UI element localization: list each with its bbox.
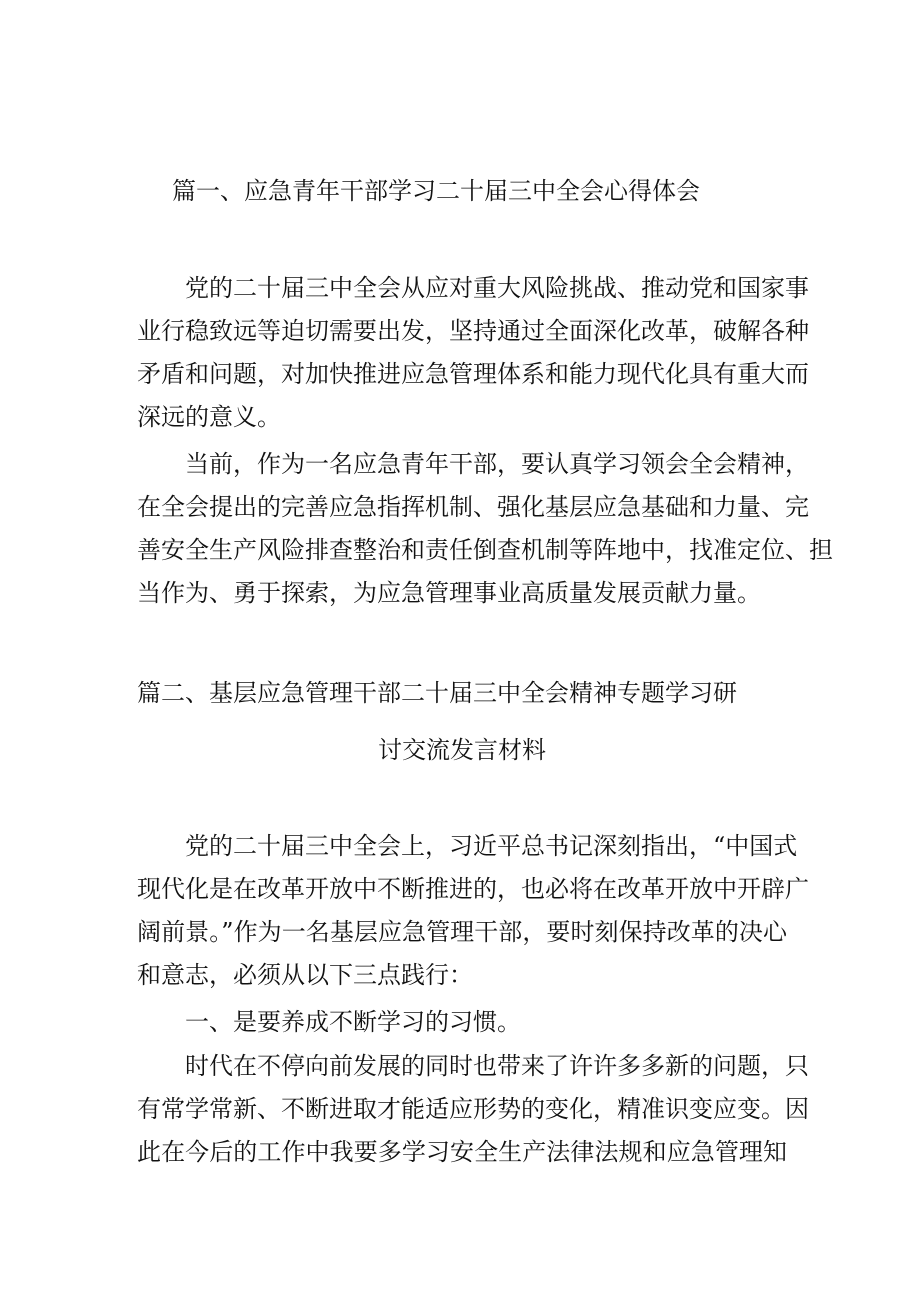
section1-p1-line1: 党的二十届三中全会从应对重大风险挑战、推动党和国家事 [185, 274, 809, 302]
point1-line2: 有常学常新、不断进取才能适应形势的变化，精准识变应变。因 [137, 1095, 809, 1123]
section1-p1-line2: 业行稳致远等迫切需要出发，坚持通过全面深化改革，破解各种 [137, 317, 809, 345]
point1-heading: 一、是要养成不断学习的习惯。 [185, 1008, 521, 1036]
section1-p1-line3: 矛盾和问题，对加快推进应急管理体系和能力现代化具有重大而 [137, 360, 809, 388]
section2-intro-line2: 现代化是在改革开放中不断推进的，也必将在改革开放中开辟广 [137, 875, 809, 903]
section2-title-line2: 讨交流发言材料 [378, 736, 546, 764]
section1-p2-line3: 善安全生产风险排查整治和责任倒查机制等阵地中，找准定位、担 [137, 536, 833, 564]
section2-intro-line1: 党的二十届三中全会上，习近平总书记深刻指出，“中国式 [185, 832, 798, 860]
section1-p2-line1: 当前，作为一名应急青年干部，要认真学习领会全会精神， [185, 450, 809, 478]
section1-p1-line4: 深远的意义。 [137, 403, 281, 431]
section2-intro-line3: 阔前景。”作为一名基层应急管理干部，要时刻保持改革的决心 [137, 918, 787, 946]
section1-p2-line4: 当作为、勇于探索，为应急管理事业高质量发展贡献力量。 [137, 579, 761, 607]
section1-title: 篇一、应急青年干部学习二十届三中全会心得体会 [172, 177, 700, 205]
section2-intro-line4: 和意志，必须从以下三点践行： [137, 961, 473, 989]
section2-title-line1: 篇二、基层应急管理干部二十届三中全会精神专题学习研 [137, 679, 737, 707]
section1-p2-line2: 在全会提出的完善应急指挥机制、强化基层应急基础和力量、完 [137, 493, 809, 521]
point1-line3: 此在今后的工作中我要多学习安全生产法律法规和应急管理知 [137, 1138, 787, 1166]
point1-line1: 时代在不停向前发展的同时也带来了许许多多新的问题，只 [185, 1052, 809, 1080]
